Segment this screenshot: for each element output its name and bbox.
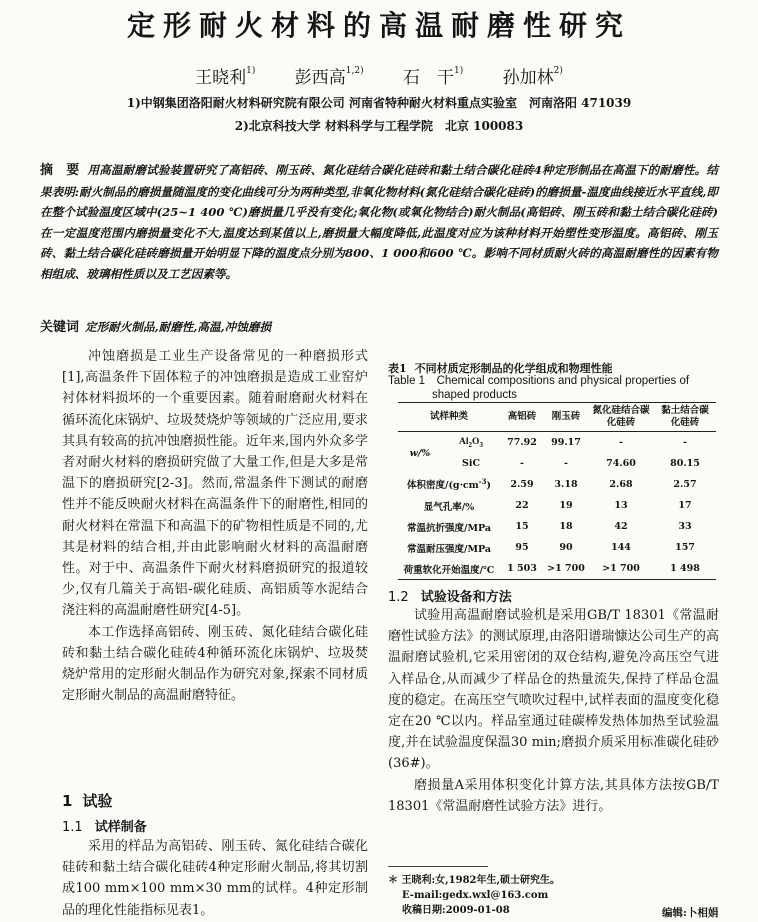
table-cell: 15 xyxy=(515,521,529,532)
table-cell: 42 xyxy=(614,521,628,532)
subsection-number: 1.2 xyxy=(388,590,409,605)
table-cell: 1 498 xyxy=(654,558,716,580)
abstract xyxy=(40,160,718,284)
affiliation-2: 2)北京科技大学 材料科学与工程学院 北京 100083 xyxy=(234,119,524,133)
section-title: 试验 xyxy=(82,792,113,810)
table-cell: 13 xyxy=(614,500,628,511)
table-cell: w/% xyxy=(409,447,431,459)
method-paragraph-1: 试验用高温耐磨试验机是采用GB/T 18301《常温耐磨性试验方法》的测试原理,由洛阳谱瑞慷达公司生产的高温耐磨试验机,它采用密闭的双仓结构,避免冷高压空气进入样品仓,从而减少了样品仓的热量流失,保持了样品仓温度的稳定。在高压空气喷吹过程中,试样表面的温度变化稳定在20 ℃以内。样品室通过硅碳棒发热体加热至试验温度,并在试验温度保温30 min;磨损介质采用标准碳化硅砂(36#)。 xyxy=(388,608,719,772)
table-row xyxy=(398,432,716,454)
intro-paragraph-1: 冲蚀磨损是工业生产设备常见的一种磨损形式[1],高温条件下固体粒子的冲蚀磨损是造成工业窑炉衬体材料损坏的一个重要因素。随着耐磨耐火材料在循环流化床锅炉、垃圾焚烧炉等领域的广泛应用,要求其具有较高的抗冲蚀磨损性能。近年来,国内外众多学者对耐火材料的磨损研究做了大量工作,但是大多是常温下的磨损研究[2-3]。然而,常温条件下测试的耐磨性并不能反映耐火材料在高温条件下的耐磨性,相同的耐火材料在常温下和高温下的矿物相性质是不同的,尤其是材料的结合相,并由此影响耐火材料的高温耐磨性。对于中、高温条件下耐火材料磨损研究的报道较少,仅有几篇关于高铝-碳化硅质、高铝质等水泥结合浇注料的高温耐磨性研究[4-5]。 xyxy=(62,349,368,619)
table-header-cell: 试样种类 xyxy=(398,403,500,432)
author-name: 石 干 xyxy=(402,68,454,88)
table-cell: - xyxy=(683,437,687,448)
table-cell: - xyxy=(619,437,623,448)
table-cell: 2.59 xyxy=(510,479,534,490)
author-name: 王晓利 xyxy=(195,68,247,88)
table-cell: 74.60 xyxy=(606,458,636,469)
table-cell: SiC xyxy=(461,458,481,469)
table-header-cell: 黏土结合碳化硅砖 xyxy=(654,403,716,432)
table-cell: 90 xyxy=(559,542,573,553)
paper-title: 定形耐火材料的高温耐磨性研究 xyxy=(126,9,631,42)
table-caption-en-line-2: shaped products xyxy=(432,389,518,401)
intro-paragraph-2: 本工作选择高铝砖、刚玉砖、氮化硅结合碳化硅砖和黏土结合碳化硅砖4种循环流化床锅炉、垃圾焚烧炉常用的定形耐火制品作为研究对象,探索不同材质定形耐火制品的高温耐磨特征。 xyxy=(62,624,368,704)
table-header-cell: 刚玉砖 xyxy=(544,403,588,432)
footnote-received: 收稿日期:2009-01-08 xyxy=(402,905,510,916)
table-caption-text: 不同材质定形制品的化学组成和物理性能 xyxy=(414,362,613,375)
table-cell: 19 xyxy=(559,500,573,511)
table-row xyxy=(398,537,716,558)
table-caption-en-line-1: Table 1 Chemical compositions and physical properties of xyxy=(388,375,690,387)
footnote-author: ＊ 王晓利:女,1982年生,硕士研究生。 xyxy=(388,875,560,886)
table-label: 表1 xyxy=(388,362,407,375)
table-cell: 18 xyxy=(559,521,573,532)
subsection-1-2-heading xyxy=(388,586,512,605)
abstract-label: 摘 要 xyxy=(40,163,80,178)
table-cell: 体积密度$/(g\cdot cm^{-3})$ xyxy=(406,477,492,492)
author-name: 孙加林 xyxy=(502,68,554,88)
subsection-1-1-heading xyxy=(62,816,147,835)
table-cell: 157 xyxy=(675,542,695,553)
table-row xyxy=(398,516,716,537)
table-cell: 2.68 xyxy=(609,479,633,490)
subsection-title: 试验设备和方法 xyxy=(420,590,512,605)
editor-credit: 编辑:卜相娟 xyxy=(662,907,719,919)
table-row xyxy=(398,474,716,495)
table-cell: - xyxy=(564,458,568,469)
table-cell: 22 xyxy=(515,500,529,511)
sample-prep-column xyxy=(62,836,368,921)
table-row xyxy=(398,495,716,516)
author-affil-mark: 1) xyxy=(453,66,464,77)
table-cell: 99.17 xyxy=(551,437,581,448)
table-cell: >1 700 xyxy=(588,558,654,580)
footnote-email: E-mail:gedx.wxl@163.com xyxy=(402,890,549,901)
table-cell: 17 xyxy=(678,500,692,511)
table-cell: 荷重软化开始温度/℃ xyxy=(398,558,500,580)
keywords-label: 关键词 xyxy=(40,320,80,335)
table-cell: >1 700 xyxy=(544,558,588,580)
section-number: 1 xyxy=(62,792,73,810)
affiliation-1: 1)中钢集团洛阳耐火材料研究院有限公司 河南省特种耐火材料重点实验室 河南洛阳 471039 xyxy=(126,96,632,110)
table-cell: 33 xyxy=(678,521,692,532)
table-cell: 显气孔率/% xyxy=(423,501,475,513)
table-row xyxy=(398,453,716,474)
subsection-title: 试样制备 xyxy=(94,820,147,835)
table-row xyxy=(398,558,716,580)
table-cell: 1 503 xyxy=(500,558,544,580)
table-caption-en xyxy=(388,374,719,402)
method-paragraph-2: 磨损量A采用体积变化计算方法,其具体方法按GB/T 18301《常温耐磨性试验方法》进行。 xyxy=(388,777,719,814)
properties-table xyxy=(398,402,716,580)
table-cell: 80.15 xyxy=(670,458,700,469)
table-cell: 144 xyxy=(611,542,631,553)
author-affil-mark: 1,2) xyxy=(345,66,364,77)
subsection-number: 1.1 xyxy=(62,820,83,835)
author-affil-mark: 2) xyxy=(553,66,563,77)
table-header-cell: 氮化硅结合碳化硅砖 xyxy=(588,403,654,432)
table-cell: 3.18 xyxy=(554,479,578,490)
footnote-divider xyxy=(388,866,488,867)
intro-column xyxy=(62,346,368,706)
table-cell: 常温耐压强度/MPa xyxy=(406,543,492,555)
section-1-heading xyxy=(62,790,112,811)
keywords-text: 定形耐火制品,耐磨性,高温,冲蚀磨损 xyxy=(85,320,272,334)
abstract-text: 用高温耐磨试验装置研究了高铝砖、刚玉砖、氮化硅结合碳化硅砖和黏土结合碳化硅砖4种定形制品在高温下的耐磨性。结果表明:耐火制品的磨损量随温度的变化曲线可分为两种类型,非氧化物材料(氮化硅结合碳化硅砖)的磨损量-温度曲线接近水平直线,即在整个试验温度区域中(25~1 400 ℃)磨损量几乎没有变化;氧化物(或氧化物结合)耐火制品(高铝砖、刚玉砖和黏土结合碳化硅砖)在一定温度范围内磨损量变化不大,温度达到某值以上,磨损量大幅度降低,此温度对应为该种材料开始塑性变形温度。高铝砖、刚玉砖、黏土结合碳化硅砖磨损量开始明显下降的温度点分别为800、1 000和600 ℃。影响不同材质耐火砖的高温耐磨性的因素有物相组成、玻璃相性质以及工艺因素等。 xyxy=(40,163,718,281)
table-cell: 77.92 xyxy=(507,437,537,448)
keywords xyxy=(40,316,718,335)
method-column xyxy=(388,605,719,817)
table-header-row xyxy=(398,403,716,432)
table-cell: - xyxy=(520,458,524,469)
author-affil-mark: 1) xyxy=(246,66,256,77)
table-header-cell: 高铝砖 xyxy=(500,403,544,432)
author-line xyxy=(0,63,758,88)
table-cell: 常温抗折强度/MPa xyxy=(406,522,492,534)
table-cell: 95 xyxy=(515,542,529,553)
sample-prep-paragraph: 采用的样品为高铝砖、刚玉砖、氮化硅结合碳化硅砖和黏土结合碳化硅砖4种定形耐火制品,将其切割成100 mm×100 mm×30 mm的试样。4种定形制品的理化性能指标见表1。 xyxy=(62,839,368,918)
table-cell: $Al_2O_3$ xyxy=(459,436,483,449)
author-name: 彭西高 xyxy=(294,68,346,88)
table-cell: 2.57 xyxy=(673,479,697,490)
